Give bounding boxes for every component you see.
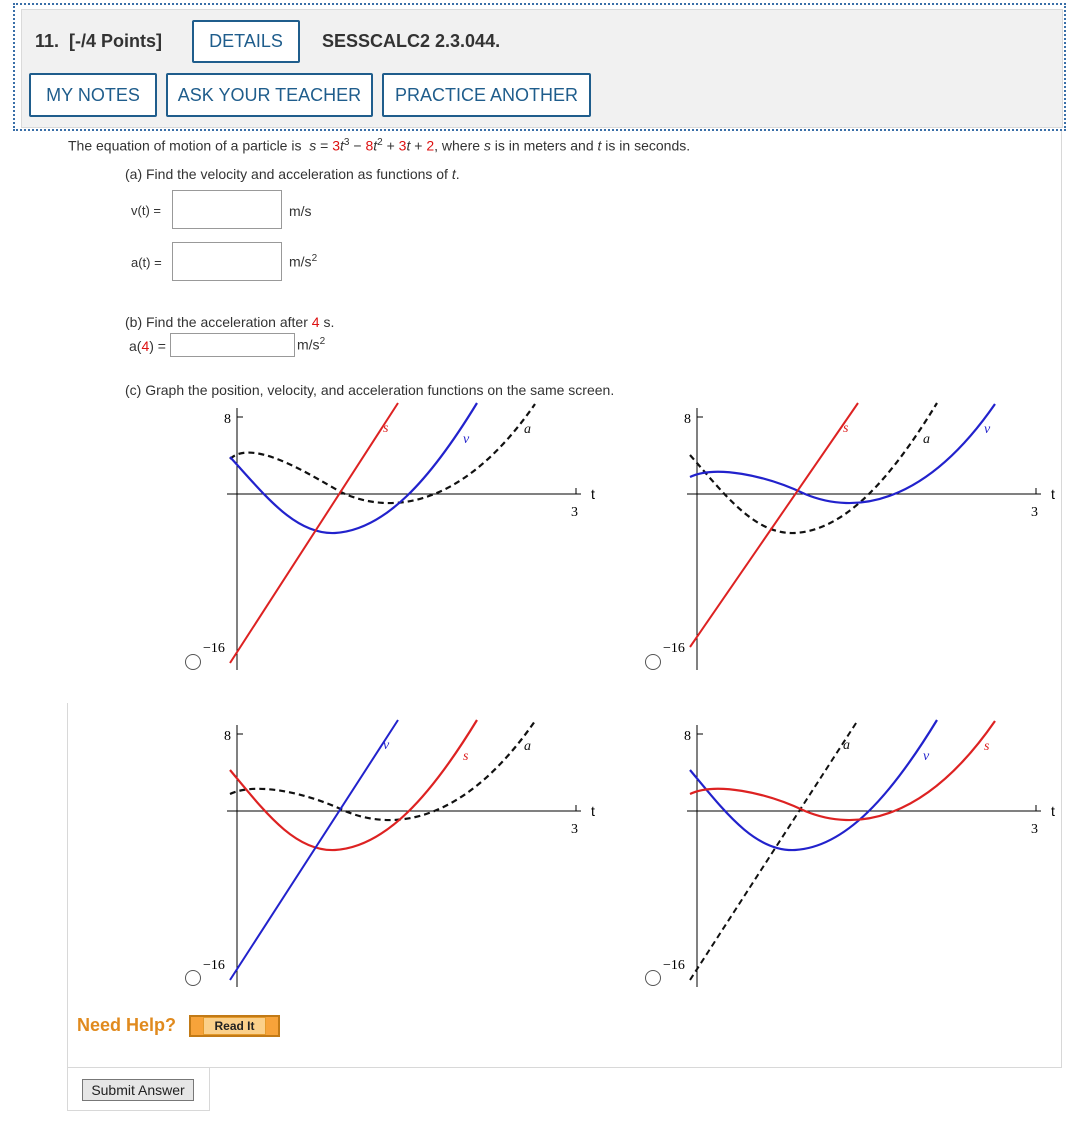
velocity-unit: m/s [289,203,312,219]
y-min-label: −16 [663,958,685,973]
velocity-input[interactable] [172,190,282,229]
my-notes-button[interactable]: MY NOTES [29,73,157,117]
s-curve-label: s [383,421,389,436]
v-curve [230,403,477,533]
graph-option-1 [195,395,605,680]
practice-another-button[interactable]: PRACTICE ANOTHER [382,73,591,117]
s-curve-label: s [463,749,469,764]
x-tick-label: 3 [1031,505,1038,520]
y-min-label: −16 [203,958,225,973]
v-curve [230,720,398,980]
option-2-radio[interactable] [645,654,661,670]
x-tick-label: 3 [571,822,578,837]
source-id: SESSCALC2 2.3.044. [322,31,501,51]
velocity-label: v(t) = [131,203,161,218]
s-curve [230,403,398,663]
acceleration-unit: $m/s^2$ [289,253,318,270]
s-curve-label: s [984,739,990,754]
details-button[interactable]: DETAILS [192,20,300,63]
v-curve-label: v [984,422,991,437]
part-b-prompt: (b) Find the acceleration after 4 s. [125,314,335,330]
x-tick-label: 3 [1031,822,1038,837]
a4-input[interactable] [170,333,295,357]
need-help-label: Need Help? [77,1015,177,1035]
a-curve-label: a [923,432,930,447]
ask-teacher-button[interactable]: ASK YOUR TEACHER [166,73,373,117]
y-min-label: −16 [203,641,225,656]
read-it-label: Read It [203,1017,265,1035]
x-axis-label: t [1051,486,1055,502]
problem-statement: The equation of motion of a particle is $s = 3t^3 - 8t^2 + 3t + 2$, where s is in meters and t is in seconds. [68,137,691,154]
graph-option-4 [655,712,1065,997]
s-curve [690,403,858,647]
v-curve [690,720,937,850]
a-curve [690,720,858,980]
a-curve-label: a [524,422,531,437]
y-max-label: 8 [224,412,231,427]
graph-option-2 [655,395,1065,680]
s-curve [230,720,477,850]
v-curve-label: v [383,738,390,753]
a-curve [230,404,535,503]
acceleration-label: a(t) = [131,255,162,270]
a4-label: a(4) = [129,338,166,354]
v-curve [690,404,995,503]
option-4-radio[interactable] [645,970,661,986]
x-axis-label: t [591,803,595,819]
option-1-radio[interactable] [185,654,201,670]
a-curve-label: a [843,738,850,753]
y-max-label: 8 [684,729,691,744]
graph-option-3 [195,712,605,997]
part-c-prompt: (c) Graph the position, velocity, and acceleration functions on the same screen. [125,382,615,398]
a4-unit: $m/s^2$ [297,336,326,353]
option-3-radio[interactable] [185,970,201,986]
read-it-button[interactable] [189,1015,280,1037]
s-curve-label: s [843,421,849,436]
submit-answer-button[interactable]: Submit Answer [82,1079,194,1101]
a-curve [230,721,535,820]
y-max-label: 8 [684,412,691,427]
part-a-prompt: (a) Find the velocity and acceleration as functions of t. [125,166,460,182]
a-curve-label: a [524,739,531,754]
v-curve-label: v [923,749,930,764]
content-border [67,703,68,1110]
x-tick-label: 3 [571,505,578,520]
question-number: 11. [-/4 Points] [35,31,163,51]
s-curve [690,721,995,820]
x-axis-label: t [591,486,595,502]
acceleration-input[interactable] [172,242,282,281]
x-axis-label: t [1051,803,1055,819]
y-min-label: −16 [663,641,685,656]
v-curve-label: v [463,432,470,447]
y-max-label: 8 [224,729,231,744]
